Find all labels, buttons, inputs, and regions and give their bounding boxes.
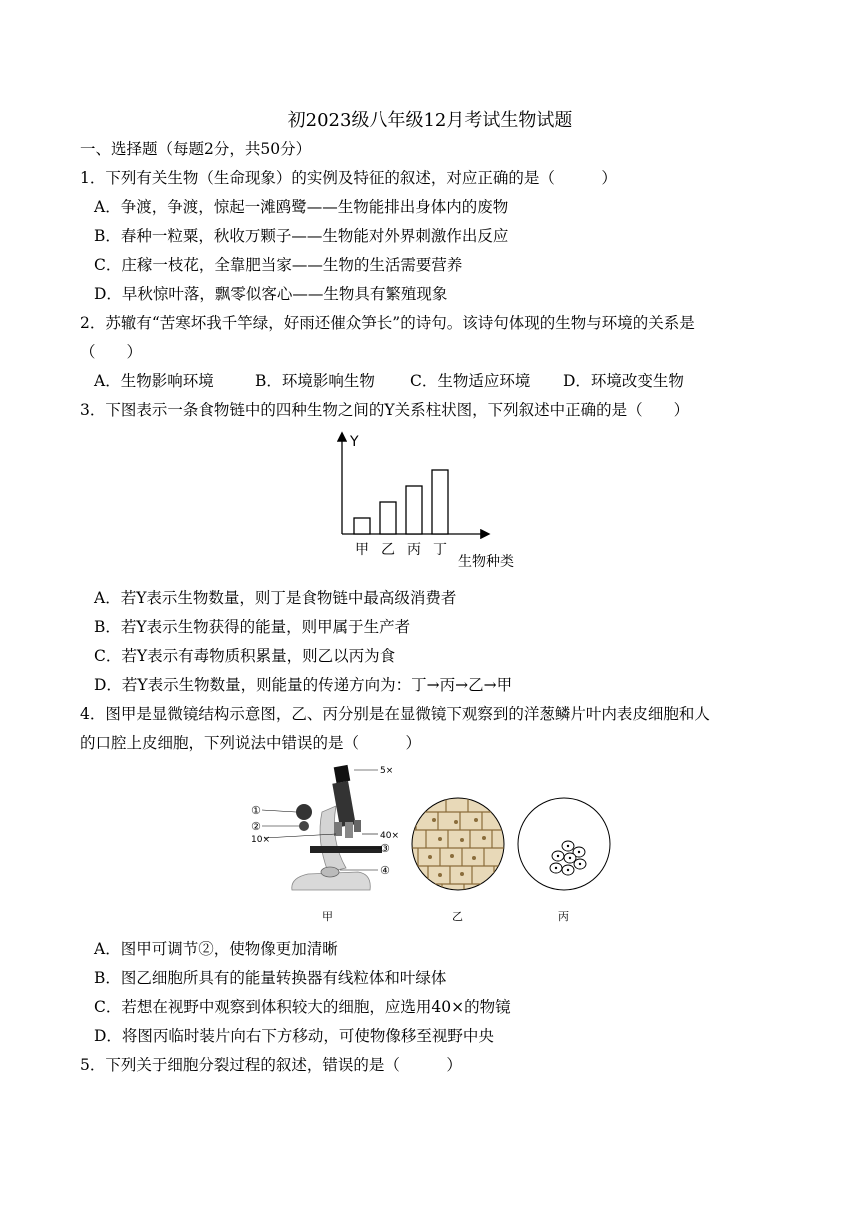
bar-label-1: 乙	[381, 542, 395, 558]
q1-stem: 1．下列有关生物（生命现象）的实例及特征的叙述，对应正确的是（ ）	[80, 169, 617, 187]
section-heading: 一、选择题（每题2分，共50分）	[80, 140, 312, 158]
q3-option-d: D．若Y表示生物数量，则能量的传递方向为：丁→丙→乙→甲	[94, 676, 513, 694]
label-2: ②	[251, 820, 261, 833]
q4-option-a: A．图甲可调节②，使物像更加清晰	[94, 940, 338, 958]
q2-option-d: D．环境改变生物	[563, 372, 684, 390]
bar-label-2: 丙	[407, 542, 421, 558]
label-eyepiece: 5×	[380, 766, 394, 776]
label-1: ①	[251, 804, 261, 817]
caption-bing: 丙	[558, 910, 569, 923]
q4-option-b: B．图乙细胞所具有的能量转换器有线粒体和叶绿体	[94, 969, 447, 987]
q4-option-d: D．将图丙临时装片向右下方移动，可使物像移至视野中央	[94, 1027, 494, 1045]
label-objective-high: 40×	[380, 831, 399, 841]
q2-stem: 2．苏辙有“苦寒坏我千竿绿，好雨还催众笋长”的诗句。该诗句体现的生物与环境的关系是	[80, 314, 695, 332]
q4-figure	[250, 760, 620, 930]
q3-option-b: B．若Y表示生物获得的能量，则甲属于生产者	[94, 618, 411, 636]
onion-cells-view	[410, 796, 506, 923]
microscope-illustration	[251, 765, 399, 923]
caption-yi: 乙	[452, 910, 463, 923]
q1-option-c: C．庄稼一枝花，全靠肥当家——生物的生活需要营养	[94, 256, 463, 274]
q1-option-d: D．早秋惊叶落，飘零似客心——生物具有繁殖现象	[94, 285, 448, 303]
q1-option-b: B．春种一粒粟，秋收万颗子——生物能对外界刺激作出反应	[94, 227, 509, 245]
q2-option-c: C．生物适应环境	[410, 372, 531, 390]
page-title: 初2023级八年级12月考试生物试题	[287, 110, 573, 131]
q3-option-c: C．若Y表示有毒物质积累量，则乙以丙为食	[94, 647, 396, 665]
cheek-cells-view	[518, 798, 610, 923]
q3-option-a: A．若Y表示生物数量，则丁是食物链中最高级消费者	[94, 589, 457, 607]
q2-stem-cont: （ ）	[80, 343, 143, 361]
bar-label-0: 甲	[355, 542, 369, 558]
q2-option-b: B．环境影响生物	[255, 372, 375, 390]
caption-jia: 甲	[322, 910, 333, 923]
label-4: ④	[380, 864, 390, 877]
q4-stem-cont: 的口腔上皮细胞，下列说法中错误的是（ ）	[80, 734, 422, 752]
bar-label-3: 丁	[433, 542, 447, 558]
q4-stem: 4．图甲是显微镜结构示意图，乙、丙分别是在显微镜下观察到的洋葱鳞片叶内表皮细胞和人	[80, 705, 710, 723]
q5-stem: 5．下列关于细胞分裂过程的叙述，错误的是（ ）	[80, 1056, 462, 1074]
q4-option-c: C．若想在视野中观察到体积较大的细胞，应选用40×的物镜	[94, 998, 511, 1016]
q1-option-a: A．争渡，争渡，惊起一滩鸥鹭——生物能排出身体内的废物	[94, 198, 509, 216]
bar-3	[432, 470, 448, 534]
q3-stem: 3．下图表示一条食物链中的四种生物之间的Y关系柱状图，下列叙述中正确的是（ ）	[80, 401, 690, 419]
q2-option-a: A．生物影响环境	[94, 372, 214, 390]
bar-0	[354, 518, 370, 534]
q3-bar-chart	[330, 428, 530, 576]
x-axis-label: 生物种类	[458, 554, 514, 570]
bar-2	[406, 486, 422, 534]
label-objective-low: 10×	[251, 835, 270, 845]
label-3: ③	[380, 842, 390, 855]
y-axis-label: Y	[350, 434, 359, 450]
bar-1	[380, 502, 396, 534]
